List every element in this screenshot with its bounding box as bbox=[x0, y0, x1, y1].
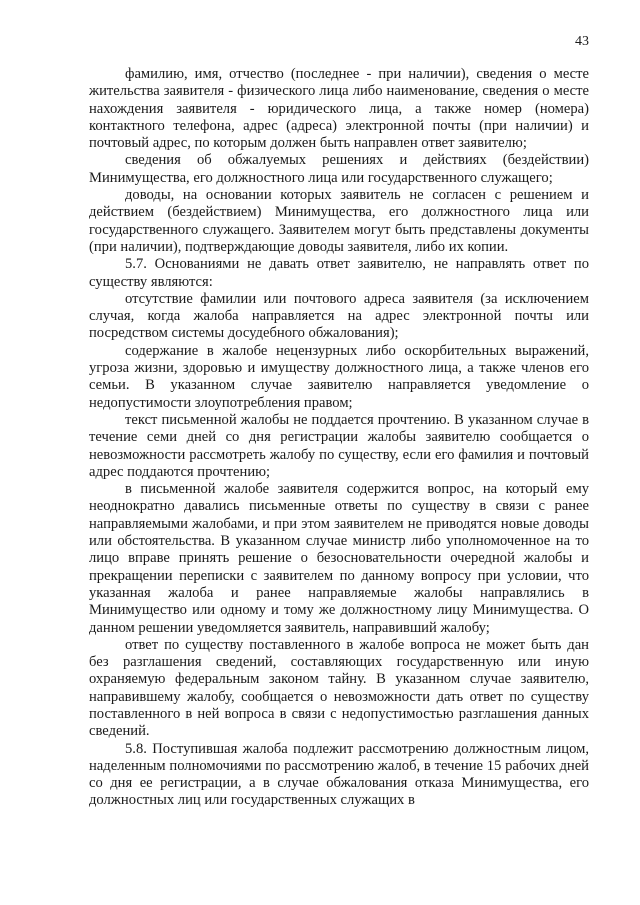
paragraph-appealed-decisions: сведения об обжалуемых решениях и действиях (бездействии) Минимущества, его должностного лица или государственного служащего; bbox=[89, 152, 589, 186]
paragraph-repeated-question: в письменной жалобе заявителя содержится вопрос, на который ему неоднократно давались письменные ответы по существу в связи с ранее направляемыми жалобами, и при этом заявителем не приводятся новые доводы или обстоятельства. В указанном случае министр либо уполномоченное на то лицо вправе принять решение о безосновательности очередной жалобы и прекращении переписки с заявителем по данному вопросу при условии, что указанная жалоба и ранее направляемые жалобы направлялись в Минимущество или одному и тому же должностному лицу Минимущества. О данном решении уведомляется заявитель, направивший жалобу; bbox=[89, 481, 589, 636]
paragraph-obscene-content: содержание в жалобе нецензурных либо оскорбительных выражений, угроза жизни, здоровью и имуществу должностного лица, а также членов его семьи. В указанном случае заявителю направляется уведомление о недопустимости злоупотребления правом; bbox=[89, 342, 589, 411]
paragraph-missing-name: отсутствие фамилии или почтового адреса заявителя (за исключением случая, когда жалоба направляется на адрес электронной почты или посредством системы досудебного обжалования); bbox=[89, 290, 589, 342]
paragraph-section-5-8: 5.8. Поступившая жалоба подлежит рассмотрению должностным лицом, наделенным полномочиями по рассмотрению жалоб, в течение 15 рабочих дней со дня ее регистрации, а в случае обжалования отказа Минимущества, его должностных лиц или государственных служащих в bbox=[89, 740, 589, 809]
paragraph-secret-information: ответ по существу поставленного в жалобе вопроса не может быть дан без разглашения сведений, составляющих государственную или иную охраняемую федеральным законом тайну. В указанном случае заявителю, направившему жалобу, сообщается о невозможности дать ответ по существу поставленного в ней вопроса в связи с недопустимостью разглашения данных сведений. bbox=[89, 636, 589, 740]
paragraph-arguments: доводы, на основании которых заявитель не согласен с решением и действием (бездействием) Минимущества, его должностного лица или государственного служащего. Заявителем могут быть представлены документы (при наличии), подтверждающие доводы заявителя, либо их копии. bbox=[89, 187, 589, 255]
paragraph-applicant-details: фамилию, имя, отчество (последнее - при наличии), сведения о месте жительства заявителя - физического лица либо наименование, сведения о месте нахождения заявителя - юридического лица, а также номер (номера) контактного телефона, адрес (адреса) электронной почты (при наличии) и почтовый адрес, по которым должен быть направлен ответ заявителю; bbox=[89, 66, 589, 152]
paragraph-unreadable-text: текст письменной жалобы не поддается прочтению. В указанном случае в течение семи дней со дня регистрации жалобы заявителю сообщается о невозможности рассмотреть жалобу по существу, если его фамилия и почтовый адрес поддаются прочтению; bbox=[89, 411, 589, 480]
document-body bbox=[89, 66, 589, 810]
paragraph-section-5-7: 5.7. Основаниями не давать ответ заявителю, не направлять ответ по существу являются: bbox=[89, 256, 589, 290]
page-number: 43 bbox=[575, 34, 589, 49]
